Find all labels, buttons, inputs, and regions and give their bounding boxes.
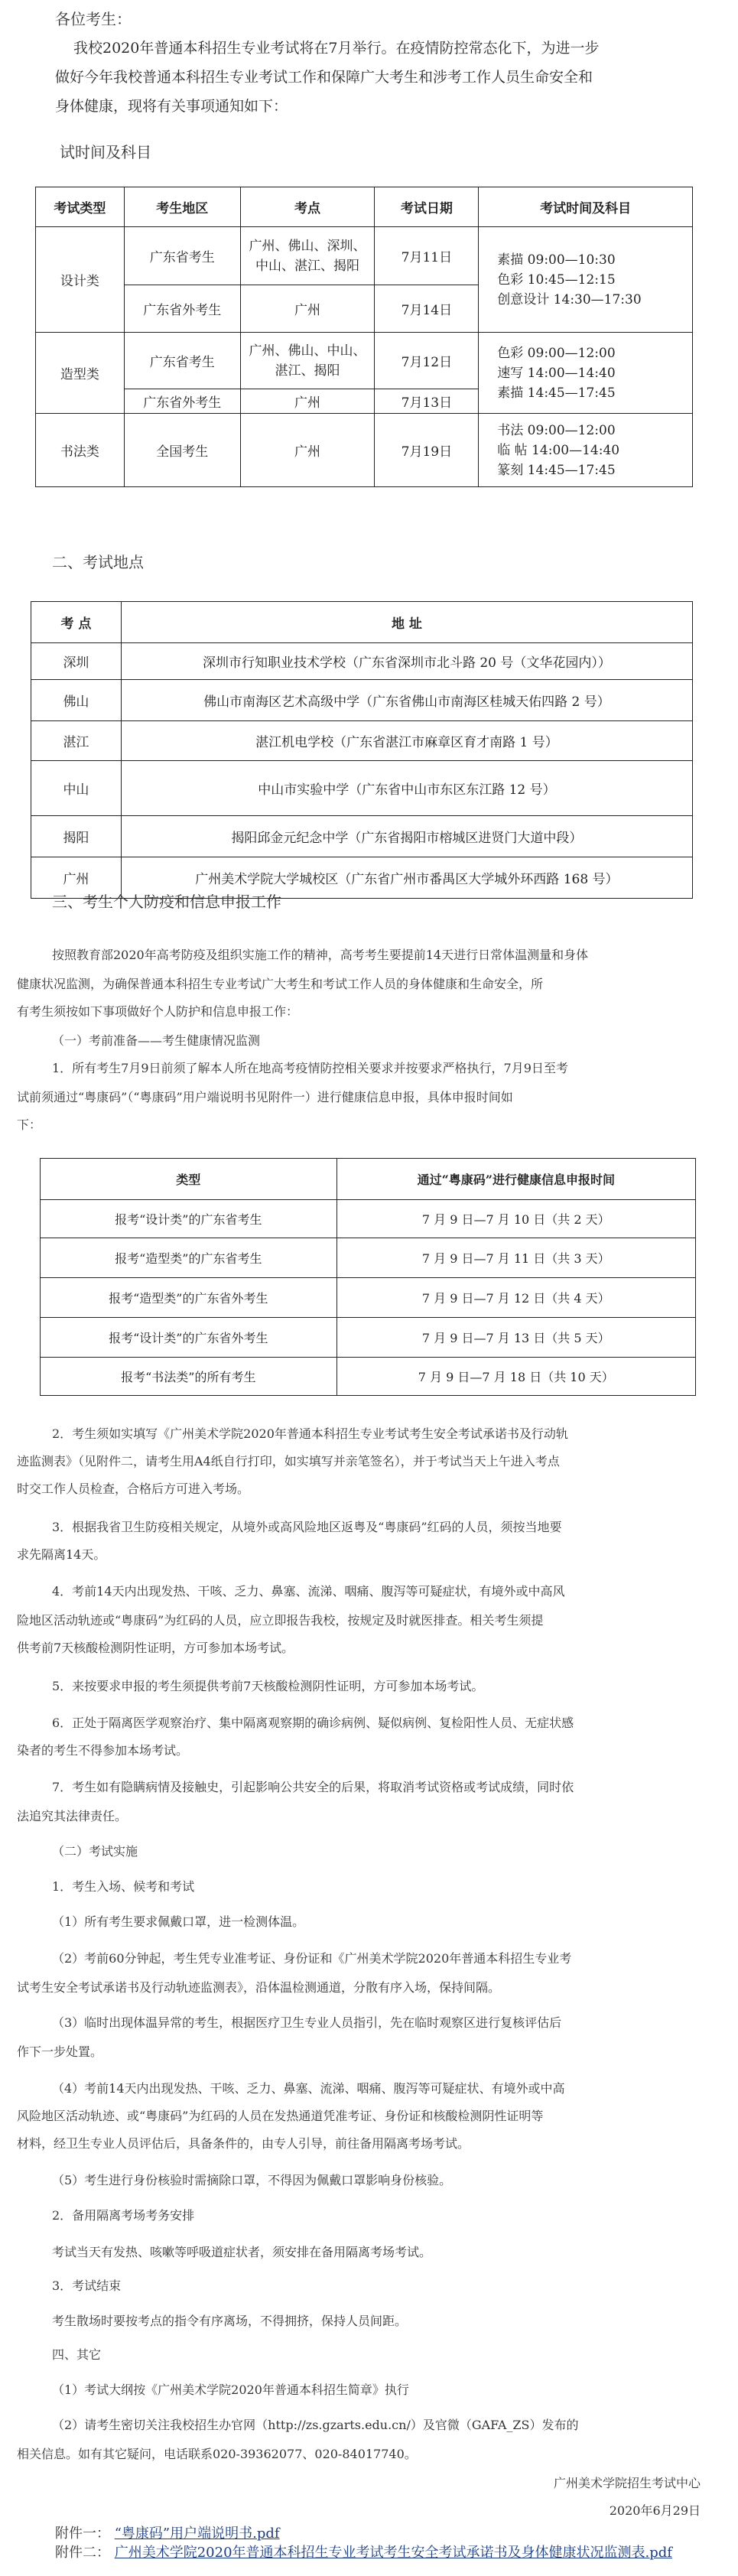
report-type: 报考“造型类”的广东省外考生 — [41, 1278, 337, 1318]
schedule-date: 7月14日 — [375, 285, 479, 333]
location-row — [31, 680, 693, 721]
report-header-time: 通过“粤康码”进行健康信息申报时间 — [336, 1159, 695, 1200]
rule-7-line1: 7．考生如有隐瞒病情及接触史，引起影响公共安全的后果，将取消考试资格或考试成绩，同时依 — [52, 1780, 574, 1794]
section3-sub1: （一）考前准备——考生健康情况监测 — [52, 1033, 261, 1048]
report-time: 7 月 9 日—7 月 11 日（共 3 天） — [336, 1238, 695, 1278]
location-address: 湛江机电学校（广东省湛江市麻章区育才南路 1 号） — [121, 721, 692, 761]
location-address: 佛山市南海区艺术高级中学（广东省佛山市南海区桂城天佑四路 2 号） — [121, 680, 692, 721]
report-time: 7 月 9 日—7 月 10 日（共 2 天） — [336, 1200, 695, 1238]
report-row — [41, 1200, 696, 1238]
schedule-venue: 广州、佛山、中山、 湛江、揭阳 — [240, 333, 375, 389]
schedule-header-time: 考试时间及科目 — [479, 187, 693, 227]
section3-p2-line3: 下： — [17, 1117, 42, 1132]
locations-table — [31, 601, 693, 899]
attachment-1-label: 附件一： — [55, 2526, 110, 2542]
location-address: 揭阳邱金元纪念中学（广东省揭阳市榕城区进贤门大道中段） — [121, 816, 692, 857]
report-row — [41, 1238, 696, 1278]
exam-4-line3: 材料，经卫生专业人员评估后，具备条件的，由专人引导，前往备用隔离考场考试。 — [17, 2136, 470, 2151]
schedule-region: 广东省考生 — [124, 227, 240, 285]
exam-2-line1: （2）考前60分钟起，考生凭专业准考证、身份证和《广州美术学院2020年普通本科招生专业考 — [52, 1951, 572, 1966]
schedule-venue: 广州、佛山、深圳、 中山、湛江、揭阳 — [240, 227, 375, 285]
schedule-date: 7月11日 — [375, 227, 479, 285]
rule-3-line1: 3．根据我省卫生防疫相关规定，从境外或高风险地区返粤及“粤康码”红码的人员，须按当地要 — [52, 1520, 562, 1534]
sign-date: 2020年6月29日 — [609, 2503, 701, 2518]
report-type: 报考“设计类”的广东省考生 — [41, 1200, 337, 1238]
rule-4-line1: 4．考前14天内出现发热、干咳、乏力、鼻塞、流涕、咽痛、腹泻等可疑症状，有境外或中高风 — [52, 1584, 565, 1599]
schedule-header-date: 考试日期 — [375, 187, 479, 227]
schedule-type: 书法类 — [36, 414, 125, 487]
schedule-region: 广东省外考生 — [124, 389, 240, 414]
section3-sub2c: 3．考试结束 — [52, 2278, 122, 2293]
section3-p1-line2: 健康状况监测，为确保普通本科招生专业考试广大考生和考试工作人员的身体健康和生命安全，所 — [17, 977, 544, 991]
rule-4-line2: 险地区活动轨迹或“粤康码”为红码的人员，应立即报告我校，按规定及时就医排查。相关考生须提 — [17, 1613, 544, 1628]
location-city: 湛江 — [31, 721, 122, 761]
schedule-times: 色彩 09:00—12:00 速写 14:00—14:40 素描 14:45—17:45 — [479, 333, 693, 414]
report-time: 7 月 9 日—7 月 18 日（共 10 天） — [336, 1358, 695, 1396]
location-address: 深圳市行知职业技术学校（广东省深圳市北斗路 20 号（文华花园内）） — [121, 643, 692, 680]
schedule-header-venue: 考点 — [240, 187, 375, 227]
schedule-row — [36, 227, 693, 285]
schedule-region: 广东省考生 — [124, 333, 240, 389]
other-1: （1）考试大纲按《广州美术学院2020年普通本科招生简章》执行 — [52, 2382, 409, 2397]
rule-5-line1: 5．来按要求申报的考生须提供考前7天核酸检测阴性证明，方可参加本场考试。 — [52, 1679, 484, 1693]
schedule-type: 设计类 — [36, 227, 125, 333]
signer: 广州美术学院招生考试中心 — [553, 2476, 701, 2490]
rule-4-line3: 供考前7天核酸检测阴性证明，方可参加本场考试。 — [17, 1641, 294, 1655]
report-time: 7 月 9 日—7 月 13 日（共 5 天） — [336, 1318, 695, 1358]
schedule-times: 书法 09:00—12:00 临 帖 14:00—14:40 篆刻 14:45—17:45 — [479, 414, 693, 487]
exam-4-line1: （4）考前14天内出现发热、干咳、乏力、鼻塞、流涕、咽痛、腹泻等可疑症状、有境外或中高 — [52, 2081, 565, 2096]
other-2-line2: 相关信息。如有其它疑问，电话联系020-39362077、020-84017740。 — [17, 2447, 417, 2461]
report-type: 报考“书法类”的所有考生 — [41, 1358, 337, 1396]
attachment-2-link[interactable]: 广州美术学院2020年普通本科招生专业考试考生安全考试承诺书及身体健康状况监测表.pdf — [114, 2545, 672, 2561]
exam-2-line2: 试考生安全考试承诺书及行动轨迹监测表》，沿体温检测通道，分散有序入场，保持间隔。 — [17, 1980, 501, 1995]
exam-5: （5）考生进行身份核验时需摘除口罩，不得因为佩戴口罩影响身份核验。 — [52, 2173, 452, 2187]
greeting: 各位考生： — [55, 10, 132, 28]
intro-line-3: 身体健康，现将有关事项通知如下： — [55, 98, 288, 115]
rule-6-line1: 6．正处于隔离医学观察治疗、集中隔离观察期的确诊病例、疑似病例、复检阳性人员、无症状感 — [52, 1716, 574, 1730]
schedule-table — [35, 187, 693, 487]
schedule-header-region: 考生地区 — [124, 187, 240, 227]
schedule-row — [36, 414, 693, 487]
section3-sub2: （二）考试实施 — [52, 1844, 138, 1859]
other-2-line1: （2）请考生密切关注我校招生办官网（http://zs.gzarts.edu.cn/）及官微（GAFA_ZS）发布的 — [52, 2418, 579, 2432]
section3-p1-line3: 有考生须按如下事项做好个人防护和信息申报工作： — [17, 1004, 299, 1019]
rule-2-line2: 迹监测表》（见附件二，请考生用A4纸自行打印，如实填写并亲笔签名），并于考试当天上午进入考点 — [17, 1454, 560, 1469]
location-city: 佛山 — [31, 680, 122, 721]
report-type: 报考“造型类”的广东省考生 — [41, 1238, 337, 1278]
schedule-date: 7月13日 — [375, 389, 479, 414]
section4-title: 四、其它 — [52, 2347, 102, 2362]
rule-7-line2: 法追究其法律责任。 — [17, 1809, 128, 1823]
schedule-row — [36, 333, 693, 389]
report-type: 报考“设计类”的广东省外考生 — [41, 1318, 337, 1358]
location-row — [31, 643, 693, 680]
section3-sub2c-text: 考生散场时要按考点的指令有序离场，不得拥挤，保持人员间距。 — [52, 2314, 408, 2328]
location-city: 广州 — [31, 857, 122, 899]
schedule-date: 7月12日 — [375, 333, 479, 389]
location-city: 深圳 — [31, 643, 122, 680]
report-header-type: 类型 — [41, 1159, 337, 1200]
locations-header-site: 考 点 — [31, 602, 122, 643]
location-address: 广州美术学院大学城校区（广东省广州市番禺区大学城外环西路 168 号） — [121, 857, 692, 899]
location-row — [31, 816, 693, 857]
schedule-header-type: 考试类型 — [36, 187, 125, 227]
exam-1: （1）所有考生要求佩戴口罩，进一检测体温。 — [52, 1914, 305, 1929]
rule-3-line2: 求先隔离14天。 — [17, 1547, 106, 1562]
location-address: 中山市实验中学（广东省中山市东区东江路 12 号） — [121, 761, 692, 816]
schedule-region: 广东省外考生 — [124, 285, 240, 333]
section3-p2-line2: 试前须通过“粤康码”（“粤康码”用户端说明书见附件一）进行健康信息申报，具体申报时间如 — [17, 1090, 513, 1104]
section3-p2-line1: 1．所有考生7月9日前须了解本人所在地高考疫情防控相关要求并按要求严格执行，7月9日至考 — [52, 1061, 568, 1075]
schedule-venue: 广州 — [240, 389, 375, 414]
location-city: 中山 — [31, 761, 122, 816]
schedule-times: 素描 09:00—10:30 色彩 10:45—12:15 创意设计 14:30—17:30 — [479, 227, 693, 333]
section1-title: 试时间及科目 — [60, 143, 151, 161]
attachment-1 — [55, 2524, 728, 2544]
rule-2-line1: 2．考生须如实填写《广州美术学院2020年普通本科招生专业考试考生安全考试承诺书及行动轨 — [52, 1426, 568, 1441]
intro-line-1: 我校2020年普通本科招生专业考试将在7月举行。在疫情防控常态化下，为进一步 — [73, 40, 600, 57]
section3-sub2a: 1．考生入场、候考和考试 — [52, 1879, 195, 1894]
exam-4-line2: 风险地区活动轨迹、或“粤康码”为红码的人员在发热通道凭准考证、身份证和核酸检测阴性证明等 — [17, 2109, 544, 2123]
report-row — [41, 1278, 696, 1318]
location-row — [31, 721, 693, 761]
location-row — [31, 761, 693, 816]
intro-line-2: 做好今年我校普通本科招生专业考试工作和保障广大考生和涉考工作人员生命安全和 — [55, 69, 593, 86]
location-city: 揭阳 — [31, 816, 122, 857]
schedule-venue: 广州 — [240, 285, 375, 333]
report-row — [41, 1318, 696, 1358]
rule-2-line3: 时交工作人员检查，合格后方可进入考场。 — [17, 1482, 250, 1496]
section3-p1-line1: 按照教育部2020年高考防疫及组织实施工作的精神，高考考生要提前14天进行日常体温测量和身体 — [52, 948, 589, 962]
attachment-2-label: 附件二： — [55, 2545, 110, 2561]
report-table — [40, 1158, 696, 1396]
section3-sub2b: 2．备用隔离考场考务安排 — [52, 2208, 195, 2223]
section2-title: 二、考试地点 — [52, 553, 144, 571]
locations-header-address: 地 址 — [121, 602, 692, 643]
attachment-1-link[interactable]: “粤康码”用户端说明书.pdf — [114, 2526, 280, 2542]
report-time: 7 月 9 日—7 月 12 日（共 4 天） — [336, 1278, 695, 1318]
report-row — [41, 1358, 696, 1396]
section3-sub2b-text: 考试当天有发热、咳嗽等呼吸道症状者，须安排在备用隔离考场考试。 — [52, 2245, 432, 2259]
exam-3-line2: 作下一步处置。 — [17, 2044, 103, 2059]
rule-6-line2: 染者的考生不得参加本场考试。 — [17, 1743, 189, 1758]
exam-3-line1: （3）临时出现体温异常的考生，根据医疗卫生专业人员指引，先在临时观察区进行复核评估后 — [52, 2015, 562, 2030]
attachment-2 — [55, 2545, 728, 2561]
schedule-region: 全国考生 — [124, 414, 240, 487]
section3-title: 三、考生个人防疫和信息申报工作 — [52, 893, 281, 911]
schedule-type: 造型类 — [36, 333, 125, 414]
schedule-venue: 广州 — [240, 414, 375, 487]
schedule-date: 7月19日 — [375, 414, 479, 487]
